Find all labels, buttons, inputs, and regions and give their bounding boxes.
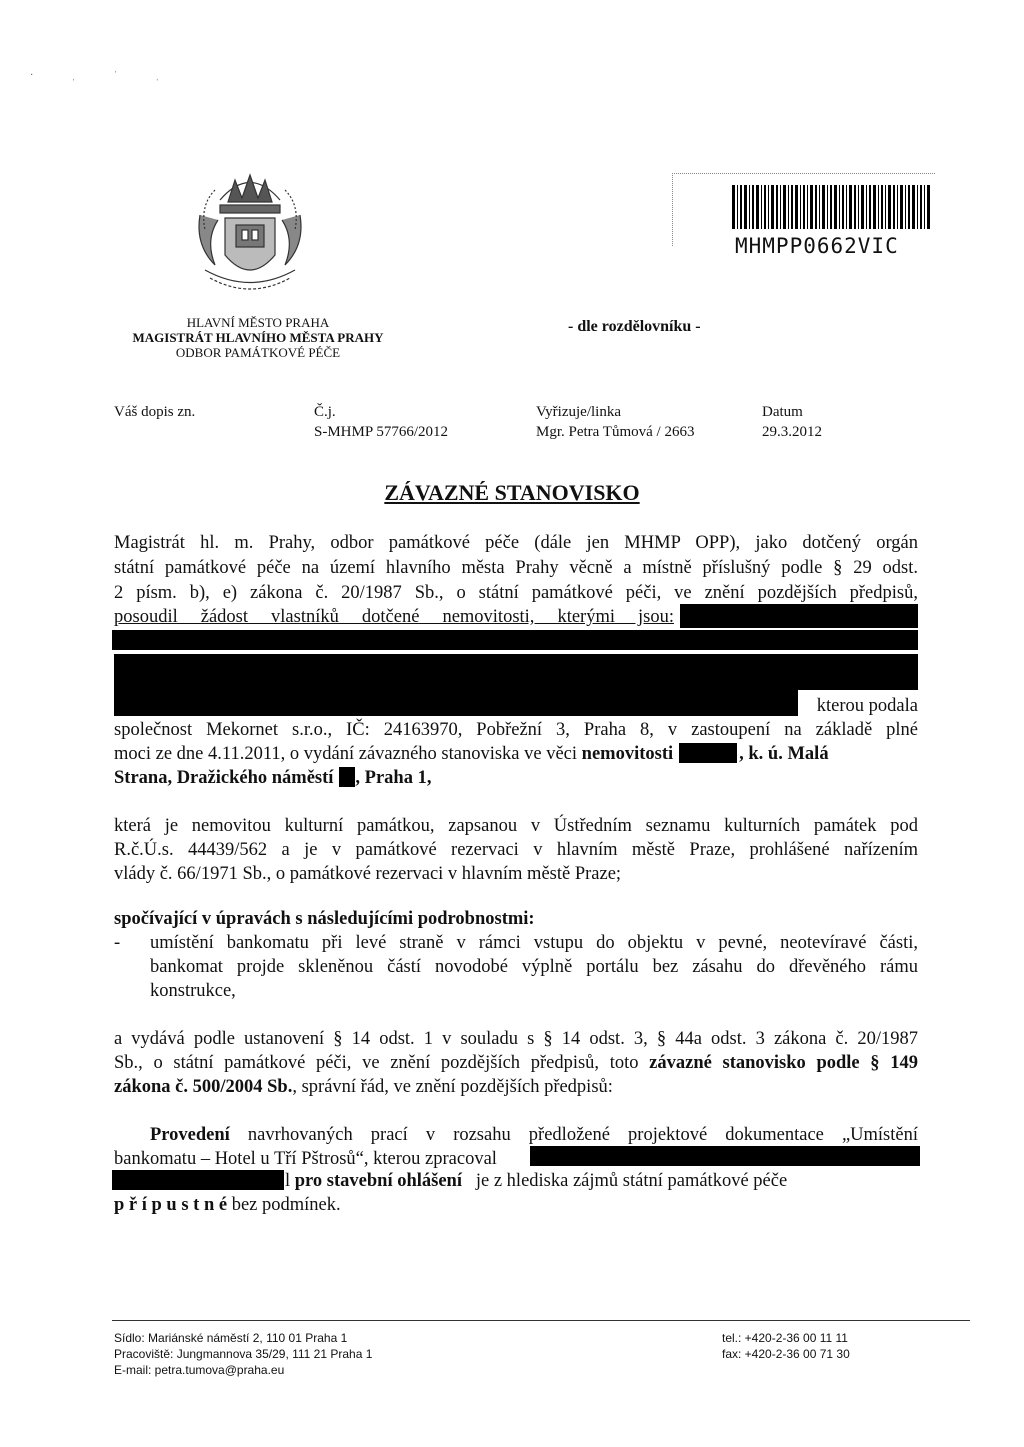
date-label: Datum — [762, 404, 803, 420]
list-dash: - — [114, 933, 121, 953]
footer-email: E-mail: petra.tumova@praha.eu — [114, 1363, 285, 1377]
body-bold-text: Strana, Dražického náměstí — [114, 768, 334, 788]
body-line: bankomatu – Hotel u Tří Pštrosů“, kterou zpracoval — [114, 1149, 497, 1169]
body-text: je z hlediska zájmů státní památkové péče — [462, 1171, 788, 1191]
footer-seat: Sídlo: Mariánské náměstí 2, 110 01 Praha 1 — [114, 1331, 348, 1345]
barcode-icon — [732, 185, 932, 229]
body-bold-text: závazné stanovisko podle § 149 — [649, 1053, 918, 1073]
your-reference-label: Váš dopis zn. — [114, 404, 196, 420]
body-bold-text: pro stavební ohlášení — [290, 1171, 462, 1191]
redaction-block — [679, 743, 737, 763]
footer-address — [114, 1330, 372, 1378]
list-item-line: konstrukce, — [150, 981, 236, 1001]
footer-fax: fax: +420-2-36 00 71 30 — [722, 1347, 850, 1361]
footer-divider — [112, 1320, 970, 1321]
scan-noise: · ˌ ˈ ˌ — [30, 70, 177, 81]
footer-tel: tel.: +420-2-36 00 11 11 — [722, 1331, 848, 1345]
body-line: kterou podala — [816, 696, 918, 716]
handled-by-name: Mgr. Petra Tůmová / 2663 — [536, 424, 695, 440]
distribution-note: - dle rozdělovníku - — [568, 318, 701, 335]
body-text: Sb., o státní památkové péči, ve znění pozdějších předpisů, toto — [114, 1053, 650, 1073]
redaction-block — [530, 1146, 920, 1166]
body-line — [150, 1124, 918, 1146]
section-heading: spočívající v úpravách s následujícími podrobnostmi: — [114, 909, 535, 929]
body-line: R.č.Ú.s. 44439/562 a je v památkové rezervaci v hlavním městě Praze, prohlášené nařízením — [114, 840, 918, 860]
body-line: 2 písm. b), e) zákona č. 20/1987 Sb., o státní památkové péči, ve znění pozdějších předpisů, — [114, 583, 918, 603]
date-block — [762, 402, 822, 442]
office-department: ODBOR PAMÁTKOVÉ PÉČE — [175, 345, 341, 360]
body-bold-text: zákona č. 500/2004 Sb. — [114, 1077, 293, 1097]
redaction-block — [798, 654, 918, 690]
body-line: vlády č. 66/1971 Sb., o památkové rezervaci v hlavním městě Praze; — [114, 864, 622, 884]
redaction-block — [114, 654, 798, 716]
body-text: bez podmínek. — [227, 1195, 341, 1215]
reference-number: S-MHMP 57766/2012 — [314, 424, 449, 440]
body-line — [285, 1170, 918, 1192]
redaction-block — [339, 767, 355, 787]
body-text: navrhovaných prací v rozsahu předložené projektové dokumentace „Umístění — [229, 1125, 918, 1145]
handled-by-block — [536, 402, 694, 442]
body-line: posoudil žádost vlastníků dotčené nemovitosti, kterými jsou: — [114, 607, 674, 627]
body-line: která je nemovitou kulturní památkou, zapsanou v Ústředním seznamu kulturních památek pod — [114, 816, 918, 836]
body-line: Magistrát hl. m. Prahy, odbor památkové péče (dále jen MHMP OPP), jako dotčený orgán — [114, 533, 918, 553]
date-value: 29.3.2012 — [762, 424, 822, 440]
list-item-line: bankomat projde skleněnou částí novodobé výplně portálu bez zásahu do dřevěného rámu — [150, 957, 918, 977]
body-line — [114, 1194, 918, 1216]
body-text: l — [285, 1171, 291, 1191]
office-city: HLAVNÍ MĚSTO PRAHA — [186, 315, 330, 330]
body-line: a vydává podle ustanovení § 14 odst. 1 v souladu s § 14 odst. 3, § 44a odst. 3 zákona č. 20/1987 — [114, 1029, 918, 1049]
office-magistrate: MAGISTRÁT HLAVNÍHO MĚSTA PRAHY — [132, 330, 384, 345]
redaction-block — [680, 604, 918, 628]
reference-block — [314, 402, 448, 442]
body-bold-text: , Praha 1, — [355, 768, 432, 788]
prague-coat-of-arms-icon — [190, 160, 310, 300]
body-text: moci ze dne 4.11.2011, o vydání závazného stanoviska ve věci — [114, 744, 582, 764]
body-line: státní památkové péče na území hlavního města Prahy věcně a místně příslušný podle § 29 odst. — [114, 558, 918, 578]
redaction-block — [112, 630, 918, 650]
list-item-line: umístění bankomatu při levé straně v rámci vstupu do objektu v pevné, neotevíravé části, — [150, 933, 918, 953]
body-bold-text: nemovitosti — [581, 744, 674, 764]
body-bold-text: p ř í p u s t n é — [114, 1195, 228, 1215]
body-line — [114, 767, 918, 789]
footer-contacts — [722, 1330, 850, 1362]
handled-by-label: Vyřizuje/linka — [536, 404, 621, 420]
body-line — [114, 1076, 918, 1098]
body-line — [114, 1052, 918, 1074]
body-bold-text: Provedení — [150, 1125, 230, 1145]
footer-workplace: Pracoviště: Jungmannova 35/29, 111 21 Praha 1 — [114, 1347, 373, 1361]
redaction-block — [112, 1170, 284, 1190]
body-bold-text: , k. ú. Malá — [739, 744, 829, 764]
reference-label: Č.j. — [314, 404, 336, 420]
body-line — [114, 743, 918, 765]
barcode-number: MHMPP0662VIC — [735, 234, 899, 258]
issuing-office — [118, 315, 398, 360]
document-title: ZÁVAZNÉ STANOVISKO — [384, 480, 640, 505]
body-text: , správní řád, ve znění pozdějších předpisů: — [292, 1077, 613, 1097]
body-line: společnost Mekornet s.r.o., IČ: 24163970, Pobřežní 3, Praha 8, v zastoupení na základě plné — [114, 720, 918, 740]
